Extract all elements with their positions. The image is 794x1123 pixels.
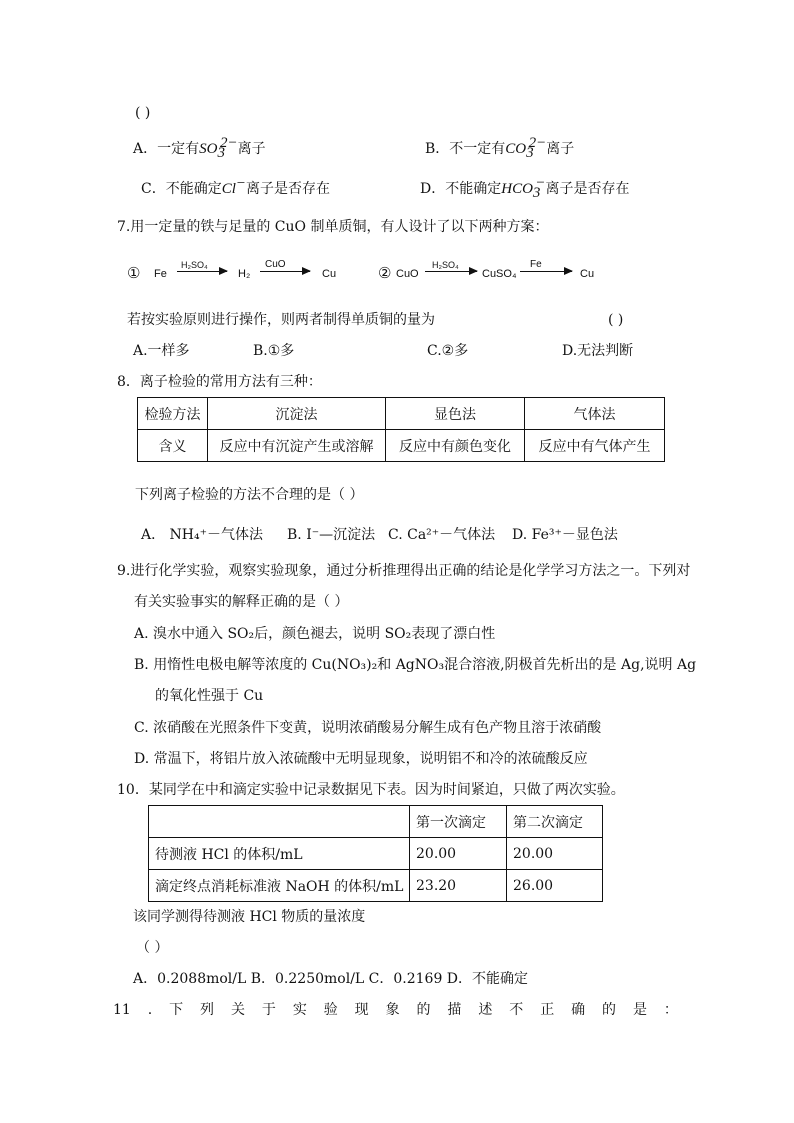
- q11-char: .: [147, 1002, 153, 1018]
- table-cell: 检验方法: [138, 398, 208, 430]
- table-cell: 反应中有沉淀产生或溶解: [208, 430, 386, 462]
- reaction-arrow: [425, 271, 477, 272]
- scheme-1-reagent-2: CuO: [265, 259, 286, 270]
- table-row: [138, 398, 665, 430]
- q6-option-b: B．不一定有$CO_3^{2-}$离子: [425, 135, 575, 161]
- q9-option-d: D. 常温下，将铝片放入浓硫酸中无明显现象，说明铝不和冷的浓硫酸反应: [134, 751, 588, 767]
- q11-char: 验: [323, 1002, 338, 1018]
- q10-options: A．0.2088mol/L B．0.2250mol/L C．0.2169 D．不能确定: [133, 971, 529, 987]
- q9-option-a: A. 溴水中通入 SO₂后，颜色褪去，说明 SO₂表现了漂白性: [134, 626, 496, 642]
- table-cell: 23.20: [410, 870, 507, 902]
- q8-option-b: B. I⁻—沉淀法: [287, 527, 376, 543]
- q10-answer-paren: （ ）: [136, 940, 169, 956]
- q9-option-b-line-1: B. 用惰性电极电解等浓度的 Cu(NO₃)₂和 AgNO₃混合溶液,阴极首先析出的是 Ag,说明 Ag: [134, 657, 697, 673]
- q11-char: 正: [540, 1002, 555, 1018]
- q7-option-d: D.无法判断: [562, 343, 634, 359]
- q8-option-d: D. Fe³⁺－显色法: [512, 527, 618, 543]
- scheme-2-reagent-1: H₂SO₄: [432, 260, 459, 270]
- q11-char: 确: [571, 1002, 586, 1018]
- table-row: [149, 806, 603, 838]
- q8-question: 下列离子检验的方法不合理的是（ ）: [135, 487, 364, 503]
- scheme-2-intermediate: CuSO₄: [482, 268, 517, 280]
- q11-char: 11: [113, 1002, 131, 1018]
- reaction-arrow: [520, 271, 572, 272]
- reaction-arrow: [177, 271, 227, 272]
- table-cell: 含义: [138, 430, 208, 462]
- q7-answer-paren: ( ): [608, 312, 624, 328]
- table-cell: 第二次滴定: [507, 806, 603, 838]
- q11-stem: [113, 1001, 678, 1019]
- q8-option-a: A． NH₄⁺－气体法: [141, 527, 264, 543]
- scheme-1-product: Cu: [322, 268, 337, 280]
- table-cell: 气体法: [525, 398, 665, 430]
- q7-question: 若按实验原则进行操作，则两者制得单质铜的量为: [127, 312, 435, 328]
- table-cell: 显色法: [386, 398, 525, 430]
- q6-option-d: D．不能确定$HCO_3^-$离子是否存在: [420, 175, 630, 201]
- table-cell: 反应中有气体产生: [525, 430, 665, 462]
- scheme-1-number: ①: [127, 264, 141, 282]
- table-cell: 20.00: [507, 838, 603, 870]
- q7-option-b: B.①多: [253, 343, 295, 359]
- table-row: [149, 838, 603, 870]
- scheme-2-start: CuO: [396, 268, 419, 280]
- q10-question: 该同学测得待测液 HCl 物质的量浓度: [133, 909, 366, 925]
- scheme-1-start: Fe: [154, 268, 167, 280]
- q11-char: 下: [169, 1002, 184, 1018]
- q11-char: 现: [354, 1002, 369, 1018]
- q6-option-c: C．不能确定Cl−离子是否存在: [141, 175, 331, 197]
- q8-option-c: C. Ca²⁺－气体法: [388, 527, 496, 543]
- scheme-2-reagent-2: Fe: [530, 259, 542, 270]
- q7-option-a: A.一样多: [133, 343, 190, 359]
- table-row: [149, 870, 603, 902]
- table-cell: 26.00: [507, 870, 603, 902]
- q9-option-c: C. 浓硝酸在光照条件下变黄，说明浓硝酸易分解生成有色产物且溶于浓硝酸: [134, 720, 602, 736]
- q10-stem: 10．某同学在中和滴定实验中记录数据见下表。因为时间紧迫，只做了两次实验。: [117, 782, 625, 798]
- q11-char: 列: [200, 1002, 215, 1018]
- table-cell: 第一次滴定: [410, 806, 507, 838]
- q9-stem-line-1: 9.进行化学实验，观察实验现象，通过分析推理得出正确的结论是化学学习方法之一。下列对: [117, 563, 691, 579]
- q11-char: ：: [663, 1002, 678, 1018]
- q11-char: 是: [632, 1002, 647, 1018]
- q11-char: 于: [261, 1002, 276, 1018]
- reaction-arrow: [260, 271, 310, 272]
- q7-option-c: C.②多: [427, 343, 469, 359]
- table-cell: 20.00: [410, 838, 507, 870]
- q11-char: 实: [292, 1002, 307, 1018]
- q6-answer-paren: ( ): [135, 105, 151, 121]
- q11-char: 的: [416, 1002, 431, 1018]
- q9-stem-line-2: 有关实验事实的解释正确的是（ ）: [134, 594, 349, 610]
- q11-char: 象: [385, 1002, 400, 1018]
- q11-char: 不: [509, 1002, 524, 1018]
- ion-test-methods-table: [137, 397, 665, 462]
- table-cell: 待测液 HCl 的体积/mL: [149, 838, 410, 870]
- table-row: [138, 430, 665, 462]
- q9-option-b-line-2: 的氧化性强于 Cu: [155, 688, 264, 704]
- q6-option-a: A．一定有$SO_3^{2-}$离子: [133, 135, 266, 161]
- scheme-2-product: Cu: [580, 268, 595, 280]
- table-cell: 滴定终点消耗标准液 NaOH 的体积/mL: [149, 870, 410, 902]
- titration-data-table: [148, 805, 603, 902]
- q11-char: 描: [447, 1002, 462, 1018]
- scheme-1-reagent-1: H₂SO₄: [181, 260, 208, 270]
- table-cell: 反应中有颜色变化: [386, 430, 525, 462]
- scheme-2-number: ②: [378, 264, 392, 282]
- table-cell: [149, 806, 410, 838]
- q7-stem: 7.用一定量的铁与足量的 CuO 制单质铜，有人设计了以下两种方案：: [117, 219, 549, 235]
- q11-char: 关: [230, 1002, 245, 1018]
- q11-char: 的: [602, 1002, 617, 1018]
- q8-stem: 8．离子检验的常用方法有三种：: [117, 374, 322, 390]
- scheme-1-intermediate: H₂: [238, 268, 251, 280]
- table-cell: 沉淀法: [208, 398, 386, 430]
- q11-char: 述: [478, 1002, 493, 1018]
